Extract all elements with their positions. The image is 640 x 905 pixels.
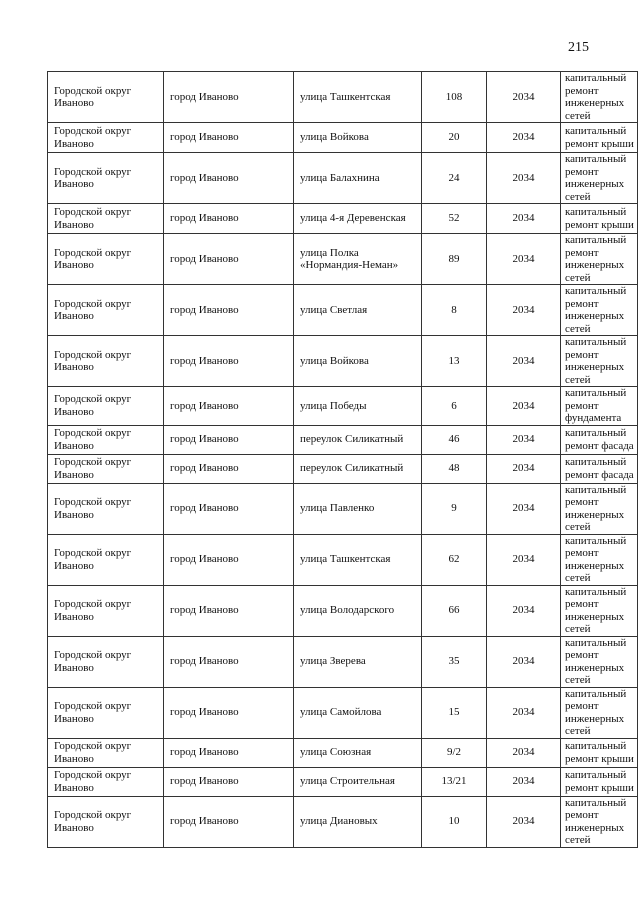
street-cell: улица Ташкентская [294, 534, 422, 585]
year-cell: 2034 [487, 796, 561, 847]
municipality-cell: Городской округ Иваново [48, 767, 164, 796]
house-number-cell: 6 [422, 387, 487, 426]
street-cell: улица Володарского [294, 585, 422, 636]
table-row [48, 72, 638, 123]
settlement-cell: город Иваново [164, 738, 294, 767]
work-type-cell: капитальный ремонт инженерных сетей [561, 796, 638, 847]
work-type-cell: капитальный ремонт инженерных сетей [561, 687, 638, 738]
house-number-cell: 20 [422, 123, 487, 153]
municipality-cell: Городской округ Иваново [48, 483, 164, 534]
work-type-cell: капитальный ремонт крыши [561, 767, 638, 796]
municipality-cell: Городской округ Иваново [48, 234, 164, 285]
work-type-cell: капитальный ремонт крыши [561, 204, 638, 234]
house-number-cell: 35 [422, 636, 487, 687]
settlement-cell: город Иваново [164, 234, 294, 285]
table-row [48, 123, 638, 153]
settlement-cell: город Иваново [164, 483, 294, 534]
municipality-cell: Городской округ Иваново [48, 738, 164, 767]
house-number-cell: 24 [422, 153, 487, 204]
municipality-cell: Городской округ Иваново [48, 585, 164, 636]
house-number-cell: 62 [422, 534, 487, 585]
house-number-cell: 9 [422, 483, 487, 534]
year-cell: 2034 [487, 585, 561, 636]
settlement-cell: город Иваново [164, 636, 294, 687]
work-type-cell: капитальный ремонт инженерных сетей [561, 234, 638, 285]
year-cell: 2034 [487, 234, 561, 285]
house-number-cell: 46 [422, 425, 487, 454]
year-cell: 2034 [487, 738, 561, 767]
table-row [48, 387, 638, 426]
year-cell: 2034 [487, 687, 561, 738]
table-row [48, 234, 638, 285]
year-cell: 2034 [487, 454, 561, 483]
municipality-cell: Городской округ Иваново [48, 796, 164, 847]
year-cell: 2034 [487, 387, 561, 426]
work-type-cell: капитальный ремонт инженерных сетей [561, 285, 638, 336]
table-row [48, 454, 638, 483]
table-row [48, 767, 638, 796]
municipality-cell: Городской округ Иваново [48, 72, 164, 123]
street-cell: улица Диановых [294, 796, 422, 847]
table-row [48, 425, 638, 454]
municipality-cell: Городской округ Иваново [48, 636, 164, 687]
work-type-cell: капитальный ремонт фасада [561, 454, 638, 483]
street-cell: улица Светлая [294, 285, 422, 336]
year-cell: 2034 [487, 72, 561, 123]
house-number-cell: 10 [422, 796, 487, 847]
settlement-cell: город Иваново [164, 425, 294, 454]
work-type-cell: капитальный ремонт фундамента [561, 387, 638, 426]
house-number-cell: 52 [422, 204, 487, 234]
settlement-cell: город Иваново [164, 687, 294, 738]
street-cell: улица Самойлова [294, 687, 422, 738]
table-row [48, 585, 638, 636]
table-row [48, 483, 638, 534]
settlement-cell: город Иваново [164, 796, 294, 847]
work-type-cell: капитальный ремонт инженерных сетей [561, 585, 638, 636]
year-cell: 2034 [487, 534, 561, 585]
house-number-cell: 15 [422, 687, 487, 738]
street-cell: улица Победы [294, 387, 422, 426]
settlement-cell: город Иваново [164, 585, 294, 636]
municipality-cell: Городской округ Иваново [48, 285, 164, 336]
house-number-cell: 48 [422, 454, 487, 483]
settlement-cell: город Иваново [164, 336, 294, 387]
settlement-cell: город Иваново [164, 534, 294, 585]
year-cell: 2034 [487, 425, 561, 454]
municipality-cell: Городской округ Иваново [48, 425, 164, 454]
house-number-cell: 13/21 [422, 767, 487, 796]
work-type-cell: капитальный ремонт фасада [561, 425, 638, 454]
house-number-cell: 66 [422, 585, 487, 636]
table-row [48, 534, 638, 585]
municipality-cell: Городской округ Иваново [48, 204, 164, 234]
year-cell: 2034 [487, 285, 561, 336]
house-number-cell: 108 [422, 72, 487, 123]
work-type-cell: капитальный ремонт инженерных сетей [561, 636, 638, 687]
street-cell: улица Союзная [294, 738, 422, 767]
year-cell: 2034 [487, 767, 561, 796]
table-row [48, 796, 638, 847]
table-row [48, 153, 638, 204]
work-type-cell: капитальный ремонт инженерных сетей [561, 534, 638, 585]
street-cell: улица 4-я Деревенская [294, 204, 422, 234]
year-cell: 2034 [487, 204, 561, 234]
year-cell: 2034 [487, 483, 561, 534]
street-cell: переулок Силикатный [294, 425, 422, 454]
repair-schedule-table [47, 71, 638, 848]
table-row [48, 636, 638, 687]
street-cell: улица Войкова [294, 336, 422, 387]
house-number-cell: 13 [422, 336, 487, 387]
table-body [48, 72, 638, 848]
year-cell: 2034 [487, 336, 561, 387]
municipality-cell: Городской округ Иваново [48, 454, 164, 483]
work-type-cell: капитальный ремонт инженерных сетей [561, 72, 638, 123]
municipality-cell: Городской округ Иваново [48, 336, 164, 387]
table-row [48, 336, 638, 387]
street-cell: улица Полка «Нормандия-Неман» [294, 234, 422, 285]
municipality-cell: Городской округ Иваново [48, 687, 164, 738]
settlement-cell: город Иваново [164, 72, 294, 123]
year-cell: 2034 [487, 636, 561, 687]
year-cell: 2034 [487, 123, 561, 153]
work-type-cell: капитальный ремонт крыши [561, 123, 638, 153]
work-type-cell: капитальный ремонт крыши [561, 738, 638, 767]
street-cell: переулок Силикатный [294, 454, 422, 483]
settlement-cell: город Иваново [164, 153, 294, 204]
settlement-cell: город Иваново [164, 204, 294, 234]
street-cell: улица Зверева [294, 636, 422, 687]
municipality-cell: Городской округ Иваново [48, 153, 164, 204]
table-row [48, 738, 638, 767]
municipality-cell: Городской округ Иваново [48, 534, 164, 585]
table-row [48, 687, 638, 738]
street-cell: улица Балахнина [294, 153, 422, 204]
table-row [48, 285, 638, 336]
year-cell: 2034 [487, 153, 561, 204]
street-cell: улица Строительная [294, 767, 422, 796]
settlement-cell: город Иваново [164, 285, 294, 336]
house-number-cell: 9/2 [422, 738, 487, 767]
table-row [48, 204, 638, 234]
page-number: 215 [568, 40, 589, 55]
street-cell: улица Ташкентская [294, 72, 422, 123]
municipality-cell: Городской округ Иваново [48, 123, 164, 153]
street-cell: улица Войкова [294, 123, 422, 153]
settlement-cell: город Иваново [164, 454, 294, 483]
work-type-cell: капитальный ремонт инженерных сетей [561, 336, 638, 387]
work-type-cell: капитальный ремонт инженерных сетей [561, 483, 638, 534]
municipality-cell: Городской округ Иваново [48, 387, 164, 426]
house-number-cell: 8 [422, 285, 487, 336]
settlement-cell: город Иваново [164, 123, 294, 153]
settlement-cell: город Иваново [164, 767, 294, 796]
house-number-cell: 89 [422, 234, 487, 285]
work-type-cell: капитальный ремонт инженерных сетей [561, 153, 638, 204]
street-cell: улица Павленко [294, 483, 422, 534]
settlement-cell: город Иваново [164, 387, 294, 426]
